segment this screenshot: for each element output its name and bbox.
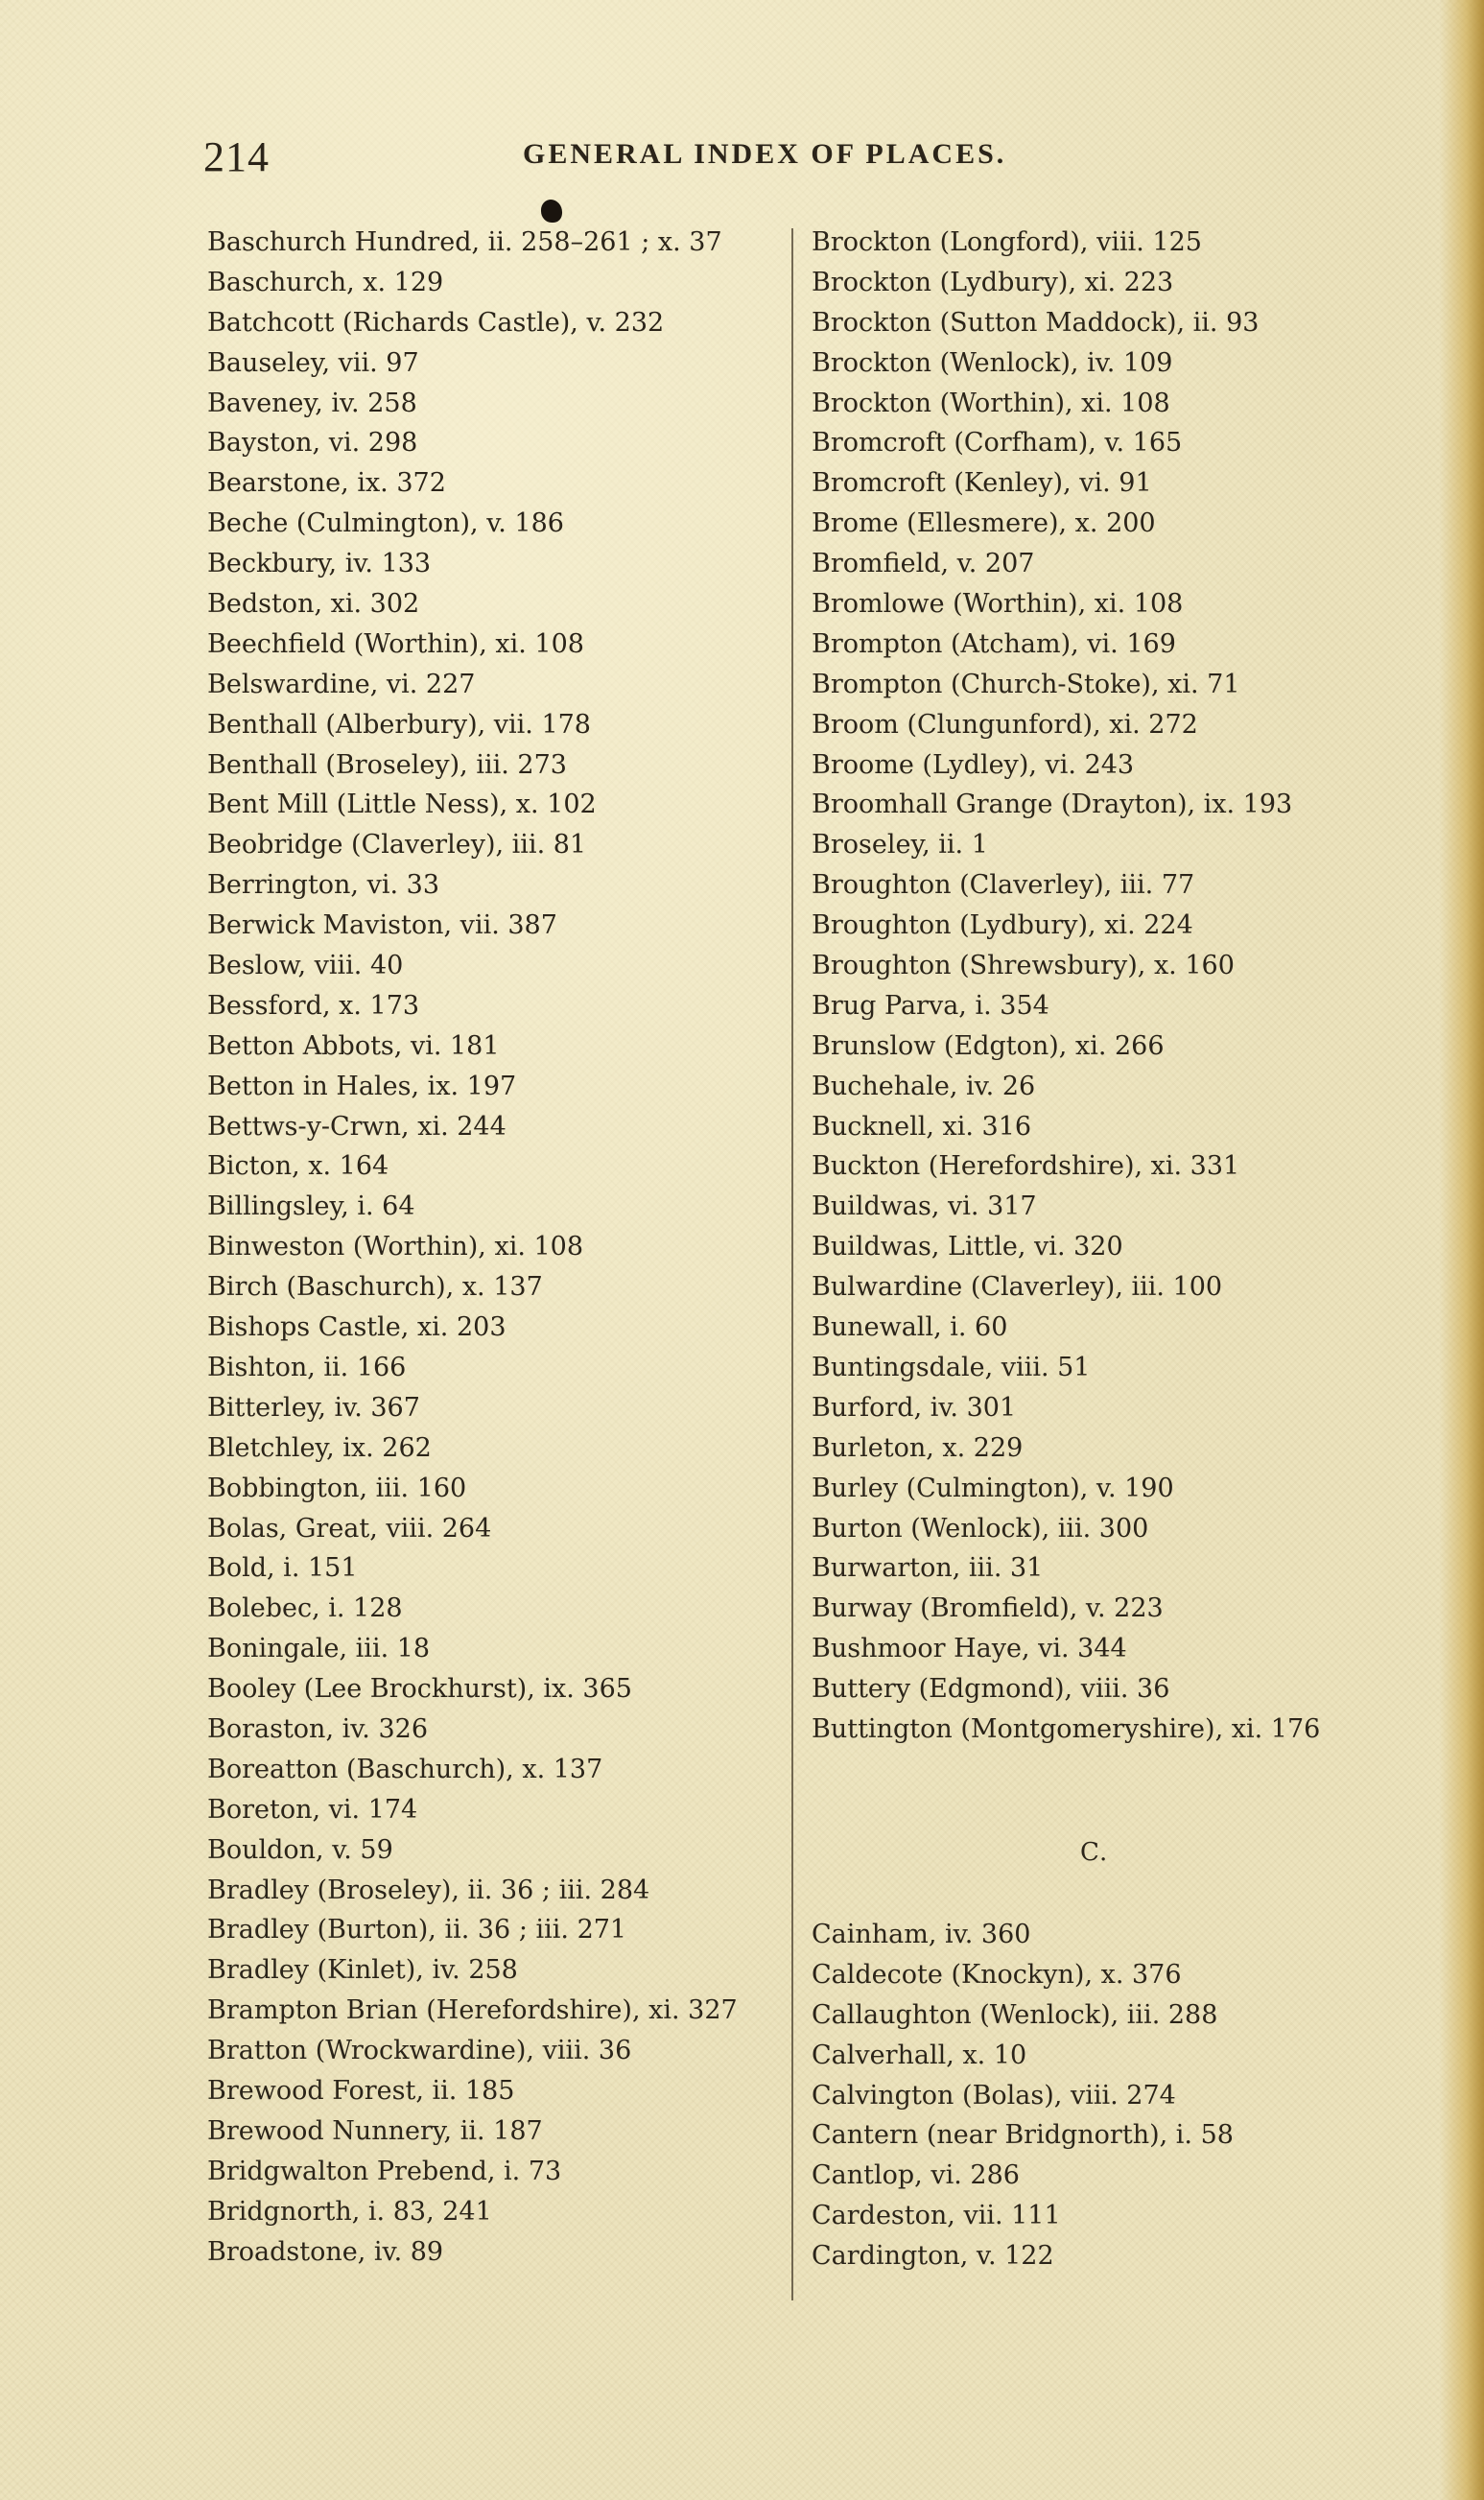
index-entry: Bletchley, ix. 262: [207, 1432, 432, 1463]
index-entry: Boraston, iv. 326: [207, 1713, 429, 1744]
index-entry: Bromlowe (Worthin), xi. 108: [812, 589, 1184, 620]
index-entry: Brome (Ellesmere), x. 200: [812, 508, 1156, 539]
index-entry: Bitterley, iv. 367: [207, 1392, 420, 1423]
index-entry: Broughton (Claverley), iii. 77: [812, 870, 1195, 901]
index-entry: Brampton Brian (Herefordshire), xi. 327: [207, 1995, 738, 2026]
index-entry: Betton in Hales, ix. 197: [207, 1071, 517, 1101]
index-entry: Batchcott (Richards Castle), v. 232: [207, 307, 665, 338]
column-divider: [791, 228, 793, 2300]
index-entry: Bold, i. 151: [207, 1553, 358, 1584]
index-entry: Birch (Baschurch), x. 137: [207, 1272, 543, 1303]
index-entry: Buntingsdale, viii. 51: [812, 1352, 1091, 1382]
index-entry: Bunewall, i. 60: [812, 1312, 1008, 1343]
index-entry: Billingsley, i. 64: [207, 1191, 415, 1222]
index-entry: Binweston (Worthin), xi. 108: [207, 1232, 584, 1262]
index-entry: Bradley (Burton), ii. 36 ; iii. 271: [207, 1915, 627, 1946]
index-entry: Bulwardine (Claverley), iii. 100: [812, 1272, 1223, 1303]
index-entry: Brockton (Lydbury), xi. 223: [812, 267, 1174, 297]
index-entry: Bayston, vi. 298: [207, 428, 418, 459]
index-entry: Burley (Culmington), v. 190: [812, 1473, 1174, 1503]
index-entry: Broughton (Shrewsbury), x. 160: [812, 951, 1235, 981]
index-entry: Bromcroft (Corfham), v. 165: [812, 428, 1183, 459]
index-entry: Booley (Lee Brockhurst), ix. 365: [207, 1674, 632, 1705]
section-heading-c: C.: [1080, 1838, 1109, 1867]
index-entry: Buchehale, iv. 26: [812, 1071, 1036, 1101]
index-entry: Broughton (Lydbury), xi. 224: [812, 910, 1193, 941]
index-entry: Burton (Wenlock), iii. 300: [812, 1513, 1149, 1544]
index-entry: Burway (Bromfield), v. 223: [812, 1593, 1164, 1624]
index-entry: Beobridge (Claverley), iii. 81: [207, 830, 587, 861]
index-entry: Bridgnorth, i. 83, 241: [207, 2196, 492, 2227]
index-entry: Broome (Lydley), vi. 243: [812, 749, 1135, 780]
index-entry: Boreton, vi. 174: [207, 1794, 418, 1825]
ink-blot: [541, 200, 562, 223]
index-entry: Berrington, vi. 33: [207, 870, 440, 901]
index-entry: Baveney, iv. 258: [207, 388, 417, 418]
index-entry: Broom (Clungunford), xi. 272: [812, 709, 1198, 740]
index-entry: Baschurch, x. 129: [207, 267, 444, 297]
index-entry: Brockton (Wenlock), iv. 109: [812, 347, 1173, 378]
index-entry: Brockton (Sutton Maddock), ii. 93: [812, 307, 1260, 338]
index-entry: Brockton (Worthin), xi. 108: [812, 388, 1170, 418]
page-number: 214: [203, 133, 270, 180]
index-entry: Bradley (Broseley), ii. 36 ; iii. 284: [207, 1875, 650, 1905]
index-entry: Benthall (Alberbury), vii. 178: [207, 709, 591, 740]
index-entry: Cantern (near Bridgnorth), i. 58: [812, 2120, 1234, 2151]
index-entry: Cardington, v. 122: [812, 2241, 1054, 2272]
index-entry: Callaughton (Wenlock), iii. 288: [812, 1999, 1218, 2030]
index-entry: Buttery (Edgmond), viii. 36: [812, 1674, 1170, 1705]
index-entry: Beechfield (Worthin), xi. 108: [207, 628, 584, 659]
index-entry: Bessford, x. 173: [207, 990, 420, 1021]
page-edge-shadow: [1440, 0, 1484, 2500]
index-entry: Bishops Castle, xi. 203: [207, 1312, 506, 1343]
index-entry: Cardeston, vii. 111: [812, 2201, 1061, 2231]
index-entry: Bedston, xi. 302: [207, 589, 420, 620]
index-entry: Broadstone, iv. 89: [207, 2236, 444, 2267]
index-entry: Betton Abbots, vi. 181: [207, 1030, 500, 1061]
index-entry: Caldecote (Knockyn), x. 376: [812, 1959, 1182, 1990]
index-entry: Brewood Nunnery, ii. 187: [207, 2115, 543, 2146]
index-entry: Cantlop, vi. 286: [812, 2160, 1020, 2191]
index-entry: Beche (Culmington), v. 186: [207, 508, 564, 539]
index-entry: Benthall (Broseley), iii. 273: [207, 749, 567, 780]
index-entry: Boningale, iii. 18: [207, 1634, 431, 1664]
index-entry: Bradley (Kinlet), iv. 258: [207, 1955, 518, 1986]
index-entry: Bromcroft (Kenley), vi. 91: [812, 468, 1152, 499]
index-entry: Berwick Maviston, vii. 387: [207, 910, 557, 941]
index-entry: Bucknell, xi. 316: [812, 1111, 1032, 1142]
index-entry: Brug Parva, i. 354: [812, 990, 1049, 1021]
index-entry: Burford, iv. 301: [812, 1392, 1017, 1423]
index-entry: Boreatton (Baschurch), x. 137: [207, 1754, 603, 1784]
index-entry: Brockton (Longford), viii. 125: [812, 227, 1202, 257]
index-entry: Beslow, viii. 40: [207, 951, 404, 981]
index-entry: Buckton (Herefordshire), xi. 331: [812, 1151, 1240, 1182]
index-entry: Cainham, iv. 360: [812, 1920, 1031, 1949]
index-entry: Brunslow (Edgton), xi. 266: [812, 1030, 1165, 1061]
index-entry: Bent Mill (Little Ness), x. 102: [207, 790, 597, 820]
index-entry: Bushmoor Haye, vi. 344: [812, 1634, 1127, 1664]
index-entry: Calvington (Bolas), viii. 274: [812, 2080, 1176, 2111]
index-entry: Bearstone, ix. 372: [207, 468, 446, 499]
index-entry: Bolebec, i. 128: [207, 1593, 403, 1624]
index-entry: Calverhall, x. 10: [812, 2040, 1027, 2070]
index-entry: Bicton, x. 164: [207, 1151, 389, 1182]
index-entry: Buildwas, Little, vi. 320: [812, 1232, 1123, 1262]
index-entry: Buttington (Montgomeryshire), xi. 176: [812, 1713, 1321, 1744]
index-entry: Bridgwalton Prebend, i. 73: [207, 2156, 562, 2186]
running-head: GENERAL INDEX OF PLACES.: [523, 138, 1007, 170]
index-entry: Bauseley, vii. 97: [207, 347, 419, 378]
index-entry: Buildwas, vi. 317: [812, 1191, 1037, 1222]
index-entry: Brompton (Church-Stoke), xi. 71: [812, 669, 1240, 699]
section-c-column: [812, 1915, 1435, 2276]
index-entry: Bolas, Great, viii. 264: [207, 1513, 492, 1544]
index-entry: Broomhall Grange (Drayton), ix. 193: [812, 790, 1293, 820]
index-entry: Bouldon, v. 59: [207, 1834, 393, 1865]
index-entry: Bratton (Wrockwardine), viii. 36: [207, 2036, 632, 2066]
index-entry: Beckbury, iv. 133: [207, 549, 432, 579]
index-entry: Belswardine, vi. 227: [207, 669, 476, 699]
index-entry: Bobbington, iii. 160: [207, 1473, 467, 1503]
index-entry: Broseley, ii. 1: [812, 830, 988, 861]
index-entry: Bromfield, v. 207: [812, 549, 1035, 579]
right-column: [812, 223, 1435, 1750]
index-entry: Burwarton, iii. 31: [812, 1553, 1044, 1584]
index-entry: Burleton, x. 229: [812, 1432, 1024, 1463]
index-entry: Bettws-y-Crwn, xi. 244: [207, 1111, 506, 1142]
index-entry: Brewood Forest, ii. 185: [207, 2075, 515, 2106]
index-entry: Brompton (Atcham), vi. 169: [812, 628, 1176, 659]
index-entry: Baschurch Hundred, ii. 258–261 ; x. 37: [207, 227, 722, 257]
index-entry: Bishton, ii. 166: [207, 1352, 407, 1382]
left-column: [207, 223, 783, 2272]
